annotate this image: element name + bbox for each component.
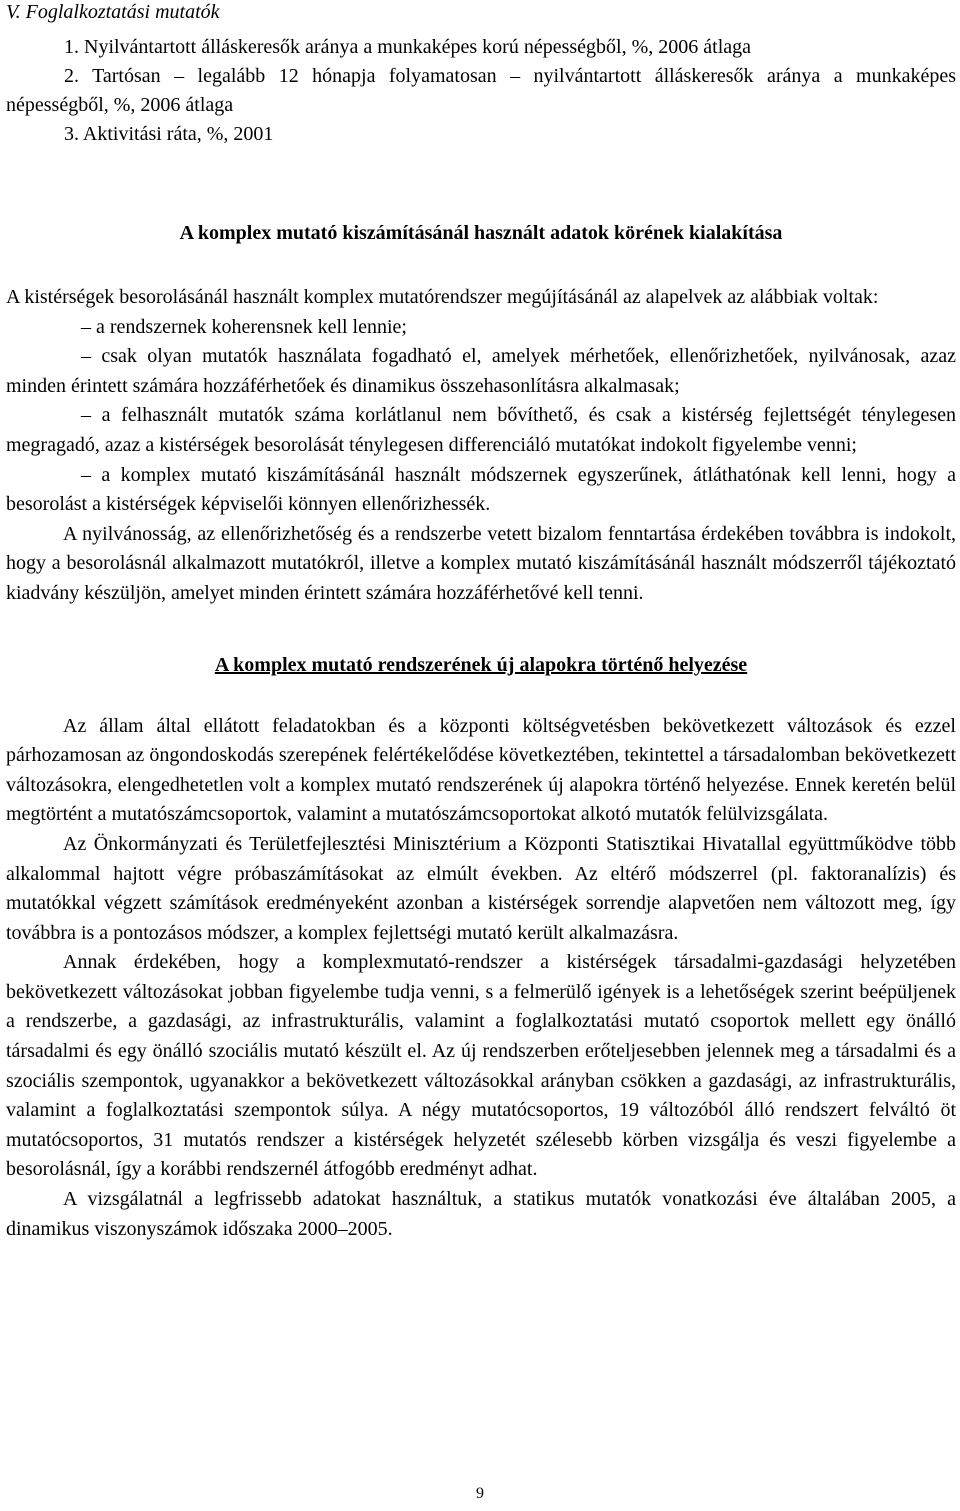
- body-paragraph: Az Önkormányzati és Területfejlesztési Minisztérium a Központi Statisztikai Hivatallal együttműködve több alkalommal hajtott végre próbaszámításokat az elmúlt években. Az eltérő módszerrel (pl. faktoranalízis) és mutatókkal végzett számítások eredményeként azonban a kistérségek sorrendje alapvetően nem változott meg, így továbbra is a pontozásos módszer, a komplex fejlettségi mutató került alkalmazásra.: [6, 832, 956, 944]
- indicator-item: 3. Aktivitási ráta, %, 2001: [64, 123, 274, 145]
- principle-item: – csak olyan mutatók használata fogadható el, amelyek mérhetőek, ellenőrizhetőek, nyilvánosak, azaz minden érintett számára hozzáférhetőek és dinamikus összehasonlításra alkalmasak;: [6, 345, 956, 397]
- indicator-item: 1. Nyilvántartott álláskeresők aránya a munkaképes korú népességből, %, 2006 átlaga: [64, 36, 752, 58]
- page-number: 9: [476, 1485, 484, 1502]
- principle-item: – a rendszernek koherensnek kell lennie;: [81, 315, 407, 338]
- document-page: [6, 0, 956, 1244]
- body-paragraph: Annak érdekében, hogy a komplexmutató-rendszer a kistérségek társadalmi-gazdasági helyzetében bekövetkezett változásokat jobban figyelembe tudja venni, s a felmerülő igények is a lehetőségek szerint beépüljenek a rendszerbe, a gazdasági, az infrastrukturális, valamint a foglalkoztatási mutató csoportok mellett egy önálló társadalmi és egy önálló szociális mutató készült el. Az új rendszerben erőteljesebben jelennek meg a társadalmi és a szociális szempontok, ugyanakkor a bekövetkezett változásokkal arányban csökken a gazdasági, az infrastrukturális, valamint a foglalkoztatási szempontok súlya. A négy mutatócsoportos, 19 változóból álló rendszert felváltó öt mutatócsoportos, 31 mutatós rendszer a kistérségek helyzetét szélesebb körben vizsgálja és veszi figyelembe a besorolásnál, így a korábbi rendszernél átfogóbb eredményt adhat.: [6, 951, 956, 1181]
- heading-new-foundations: A komplex mutató rendszerének új alapokra történő helyezése: [214, 653, 748, 676]
- body-paragraph: A vizsgálatnál a legfrissebb adatokat használtuk, a statikus mutatók vonatkozási éve általában 2005, a dinamikus viszonyszámok időszaka 2000–2005.: [6, 1188, 956, 1240]
- heading-data-scope: A komplex mutató kiszámításánál használt adatok körének kialakítása: [179, 222, 783, 244]
- intro-paragraph: A kistérségek besorolásánál használt komplex mutatórendszer megújításánál az alapelvek az alábbiak voltak:: [6, 286, 879, 308]
- principle-item: – a felhasznált mutatók száma korlátlanul nem bővíthető, és csak a kistérség fejlettségét ténylegesen megragadó, azaz a kistérségek besorolását ténylegesen differenciáló mutatókat indokolt figyelembe venni;: [6, 404, 956, 456]
- indicator-list: [6, 33, 956, 149]
- principle-item: – a komplex mutató kiszámításánál használt módszernek egyszerűnek, átláthatónak kell lenni, hogy a besorolást a kistérségek képviselői könnyen ellenőrizhessék.: [6, 463, 956, 516]
- section-title: V. Foglalkoztatási mutatók: [6, 1, 220, 23]
- publicity-paragraph: A nyilvánosság, az ellenőrizhetőség és a rendszerbe vetett bizalom fenntartása érdekében továbbra is indokolt, hogy a besorolásnál alkalmazott mutatókról, illetve a komplex mutató kiszámításánál használt módszerről tájékoztató kiadvány készüljön, amelyet minden érintett számára hozzáférhetővé kell tenni.: [6, 522, 956, 604]
- indicator-item: 2. Tartósan – legalább 12 hónapja folyamatosan – nyilvántartott álláskeresők aránya a munkaképes népességből, %, 2006 átlaga: [6, 65, 956, 116]
- body-paragraph: Az állam által ellátott feladatokban és a központi költségvetésben bekövetkezett változások és ezzel párhozamosan az öngondoskodás szerepének felértékelődése következtében, tekintettel a társadalomban bekövetkezett változásokra, elengedhetetlen volt a komplex mutató rendszerének új alapokra történő helyezése. Ennek keretén belül megtörtént a mutatószámcsoportok, valamint a mutatószámcsoportokat alkotó mutatók felülvizsgálata.: [6, 714, 956, 826]
